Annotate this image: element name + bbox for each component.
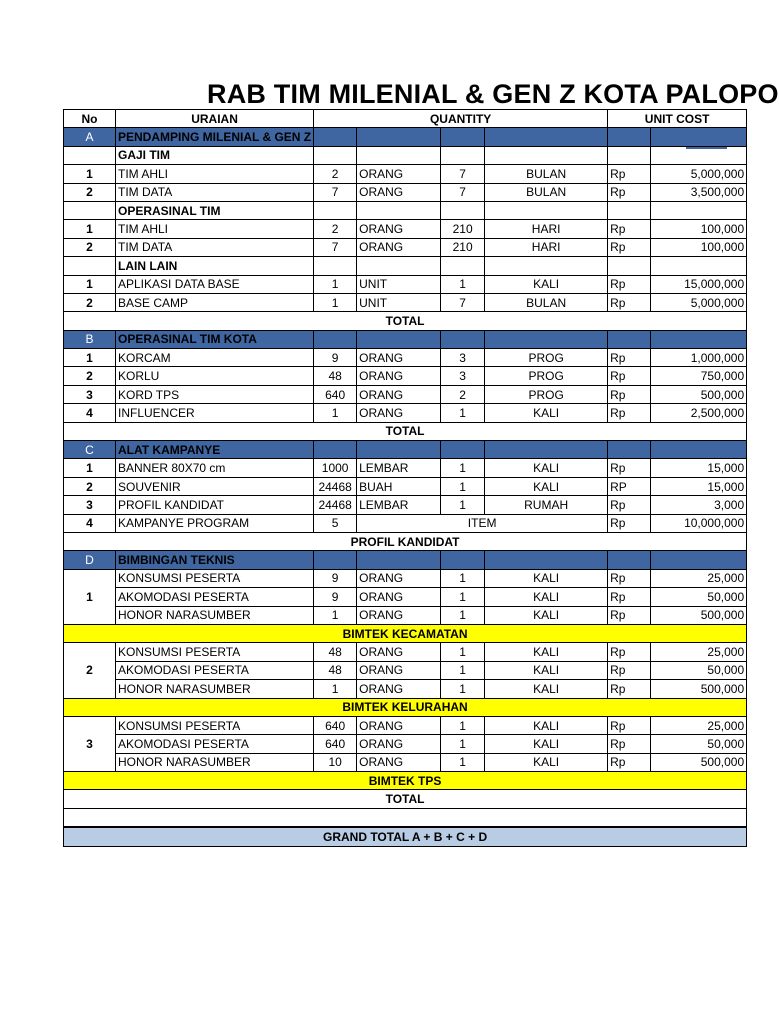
item-name: KAMPANYE PROGRAM <box>116 514 314 532</box>
item-name: AKOMODASI PESERTA <box>116 735 314 753</box>
quantity-2: 1 <box>441 735 485 753</box>
empty-cell <box>485 201 608 219</box>
section-band-cell <box>357 441 441 459</box>
unit-cost: 500,000 <box>651 680 747 698</box>
unit-2: KALI <box>485 753 608 771</box>
section-code: A <box>64 128 116 146</box>
item-name: BANNER 80X70 cm <box>116 459 314 477</box>
row-number: 2 <box>64 477 116 495</box>
empty-cell <box>485 257 608 275</box>
total-row <box>64 624 747 642</box>
quantity-2: 1 <box>441 753 485 771</box>
item-name: APLIKASI DATA BASE <box>116 275 314 293</box>
quantity-2: 1 <box>441 606 485 624</box>
currency: Rp <box>608 680 651 698</box>
quantity-2: 1 <box>441 459 485 477</box>
empty-cell <box>64 257 116 275</box>
unit-cost: 100,000 <box>651 238 747 256</box>
section-band-cell <box>651 330 747 348</box>
total-label: TOTAL <box>64 312 747 330</box>
empty-cell <box>357 201 441 219</box>
unit-1: ORANG <box>357 735 441 753</box>
header-uraian: URAIAN <box>116 110 314 128</box>
item-name: HONOR NARASUMBER <box>116 753 314 771</box>
section-band-cell <box>314 128 357 146</box>
unit-cost: 3,000 <box>651 496 747 514</box>
empty-cell <box>651 257 747 275</box>
section-row-a <box>64 128 747 146</box>
quantity-1: 2 <box>314 165 357 183</box>
unit-2: KALI <box>485 735 608 753</box>
quantity-1: 1 <box>314 275 357 293</box>
group-label: GAJI TIM <box>116 146 314 164</box>
unit-2: BULAN <box>485 293 608 311</box>
item-name: PROFIL KANDIDAT <box>116 496 314 514</box>
unit-2: HARI <box>485 238 608 256</box>
quantity-2: 1 <box>441 661 485 679</box>
item-name: BASE CAMP <box>116 293 314 311</box>
row-number: 1 <box>64 165 116 183</box>
empty-cell <box>64 146 116 164</box>
unit-2: KALI <box>485 588 608 606</box>
quantity-2: 1 <box>441 716 485 734</box>
unit-cost: 15,000 <box>651 459 747 477</box>
unit-2: PROG <box>485 349 608 367</box>
unit-2: KALI <box>485 569 608 587</box>
section-band-cell <box>651 441 747 459</box>
row-number: 3 <box>64 716 116 771</box>
budget-table-body <box>64 110 747 847</box>
quantity-2: 1 <box>441 680 485 698</box>
item-name: HONOR NARASUMBER <box>116 680 314 698</box>
section-band-cell <box>608 441 651 459</box>
total-label: GRAND TOTAL A + B + C + D <box>64 828 747 846</box>
unit-1: ORANG <box>357 588 441 606</box>
unit-1: ORANG <box>357 606 441 624</box>
quantity-1: 48 <box>314 661 357 679</box>
section-band-cell <box>485 551 608 569</box>
unit-cost: 25,000 <box>651 716 747 734</box>
total-row <box>64 532 747 550</box>
total-row <box>64 312 747 330</box>
row-number: 2 <box>64 643 116 698</box>
section-name: BIMBINGAN TEKNIS <box>116 551 314 569</box>
unit-cost: 2,500,000 <box>651 404 747 422</box>
unit-2: KALI <box>485 680 608 698</box>
section-band-cell <box>314 330 357 348</box>
quantity-2: 7 <box>441 165 485 183</box>
table-row <box>64 238 747 256</box>
unit-2: KALI <box>485 716 608 734</box>
currency: Rp <box>608 459 651 477</box>
item-name: KORCAM <box>116 349 314 367</box>
total-label: BIMTEK TPS <box>64 772 747 790</box>
row-number: 1 <box>64 349 116 367</box>
currency: Rp <box>608 293 651 311</box>
table-row <box>64 349 747 367</box>
item-name: AKOMODASI PESERTA <box>116 588 314 606</box>
quantity-1: 48 <box>314 367 357 385</box>
table-row <box>64 459 747 477</box>
section-name: PENDAMPING MILENIAL & GEN Z <box>116 128 314 146</box>
item-name: AKOMODASI PESERTA <box>116 661 314 679</box>
empty-cell <box>357 146 441 164</box>
row-number: 2 <box>64 293 116 311</box>
table-row <box>64 165 747 183</box>
currency: Rp <box>608 716 651 734</box>
group-label-row <box>64 146 747 164</box>
row-number: 1 <box>64 459 116 477</box>
group-label: LAIN LAIN <box>116 257 314 275</box>
unit-cost: 5,000,000 <box>651 165 747 183</box>
unit-2: BULAN <box>485 183 608 201</box>
unit-2: PROG <box>485 367 608 385</box>
unit-1: ORANG <box>357 220 441 238</box>
table-row <box>64 643 747 661</box>
total-label: BIMTEK KECAMATAN <box>64 624 747 642</box>
group-label-row <box>64 201 747 219</box>
section-band-cell <box>314 551 357 569</box>
currency: Rp <box>608 606 651 624</box>
total-label: BIMTEK KELURAHAN <box>64 698 747 716</box>
section-band-cell <box>357 128 441 146</box>
section-band-cell <box>608 330 651 348</box>
unit-2: KALI <box>485 404 608 422</box>
section-name: OPERASINAL TIM KOTA <box>116 330 314 348</box>
currency: Rp <box>608 496 651 514</box>
unit-1: ORANG <box>357 661 441 679</box>
table-row <box>64 496 747 514</box>
row-number: 3 <box>64 385 116 403</box>
empty-cell <box>651 201 747 219</box>
item-name: SOUVENIR <box>116 477 314 495</box>
unit-merged: ITEM <box>357 514 608 532</box>
unit-cost: 500,000 <box>651 606 747 624</box>
section-band-cell <box>441 441 485 459</box>
empty-cell <box>357 257 441 275</box>
section-code: C <box>64 441 116 459</box>
section-band-cell <box>485 441 608 459</box>
empty-cell <box>64 808 747 826</box>
unit-1: ORANG <box>357 753 441 771</box>
section-band-cell <box>651 128 747 146</box>
header-no: No <box>64 110 116 128</box>
unit-cost: 50,000 <box>651 661 747 679</box>
currency: Rp <box>608 275 651 293</box>
currency: Rp <box>608 735 651 753</box>
empty-cell <box>651 146 747 164</box>
row-number: 1 <box>64 275 116 293</box>
row-number: 2 <box>64 183 116 201</box>
unit-2: KALI <box>485 661 608 679</box>
total-row <box>64 422 747 440</box>
unit-cost: 15,000,000 <box>651 275 747 293</box>
quantity-1: 24468 <box>314 496 357 514</box>
row-number: 4 <box>64 404 116 422</box>
quantity-2: 210 <box>441 238 485 256</box>
quantity-2: 3 <box>441 349 485 367</box>
unit-1: ORANG <box>357 569 441 587</box>
unit-2: KALI <box>485 477 608 495</box>
empty-cell <box>441 201 485 219</box>
empty-cell <box>441 146 485 164</box>
unit-1: ORANG <box>357 404 441 422</box>
quantity-1: 1 <box>314 293 357 311</box>
section-band-cell <box>608 551 651 569</box>
currency: Rp <box>608 404 651 422</box>
unit-2: KALI <box>485 459 608 477</box>
quantity-1: 48 <box>314 643 357 661</box>
table-row <box>64 735 747 753</box>
quantity-2: 210 <box>441 220 485 238</box>
row-number: 2 <box>64 367 116 385</box>
table-row <box>64 753 747 771</box>
quantity-2: 1 <box>441 569 485 587</box>
empty-cell <box>485 146 608 164</box>
quantity-2: 2 <box>441 385 485 403</box>
section-row-d <box>64 551 747 569</box>
currency: Rp <box>608 238 651 256</box>
item-name: KORLU <box>116 367 314 385</box>
unit-1: UNIT <box>357 293 441 311</box>
total-row <box>64 790 747 808</box>
quantity-1: 5 <box>314 514 357 532</box>
item-name: KORD TPS <box>116 385 314 403</box>
table-row <box>64 680 747 698</box>
item-name: TIM DATA <box>116 183 314 201</box>
unit-cost: 100,000 <box>651 220 747 238</box>
quantity-2: 7 <box>441 183 485 201</box>
row-number: 1 <box>64 220 116 238</box>
quantity-2: 3 <box>441 367 485 385</box>
row-number: 2 <box>64 238 116 256</box>
unit-cost: 50,000 <box>651 735 747 753</box>
table-row <box>64 514 747 532</box>
row-number: 1 <box>64 569 116 624</box>
currency: Rp <box>608 643 651 661</box>
table-row <box>64 183 747 201</box>
unit-cost: 500,000 <box>651 385 747 403</box>
currency: RP <box>608 477 651 495</box>
total-label: PROFIL KANDIDAT <box>64 532 747 550</box>
currency: Rp <box>608 588 651 606</box>
currency: Rp <box>608 569 651 587</box>
quantity-1: 7 <box>314 183 357 201</box>
quantity-1: 1000 <box>314 459 357 477</box>
table-row <box>64 606 747 624</box>
table-row <box>64 477 747 495</box>
unit-cost: 25,000 <box>651 643 747 661</box>
unit-1: ORANG <box>357 385 441 403</box>
unit-1: LEMBAR <box>357 459 441 477</box>
budget-table <box>63 109 747 847</box>
quantity-1: 24468 <box>314 477 357 495</box>
item-name: TIM DATA <box>116 238 314 256</box>
empty-cell <box>608 257 651 275</box>
section-band-cell <box>485 330 608 348</box>
quantity-1: 1 <box>314 404 357 422</box>
page-title: RAB TIM MILENIAL & GEN Z KOTA PALOPO <box>207 79 779 109</box>
group-label-row <box>64 257 747 275</box>
unit-1: ORANG <box>357 680 441 698</box>
section-code: D <box>64 551 116 569</box>
group-label: OPERASINAL TIM <box>116 201 314 219</box>
currency: Rp <box>608 183 651 201</box>
section-band-cell <box>485 128 608 146</box>
empty-cell <box>314 146 357 164</box>
quantity-1: 640 <box>314 735 357 753</box>
unit-cost: 10,000,000 <box>651 514 747 532</box>
unit-2: KALI <box>485 606 608 624</box>
unit-1: BUAH <box>357 477 441 495</box>
item-name: TIM AHLI <box>116 220 314 238</box>
unit-cost: 3,500,000 <box>651 183 747 201</box>
item-name: KONSUMSI PESERTA <box>116 716 314 734</box>
quantity-2: 1 <box>441 477 485 495</box>
empty-cell <box>608 201 651 219</box>
table-row <box>64 716 747 734</box>
table-row <box>64 569 747 587</box>
unit-cost: 15,000 <box>651 477 747 495</box>
currency: Rp <box>608 661 651 679</box>
header-quantity: QUANTITY <box>314 110 608 128</box>
section-name: ALAT KAMPANYE <box>116 441 314 459</box>
section-row-b <box>64 330 747 348</box>
quantity-1: 9 <box>314 588 357 606</box>
unit-cost: 25,000 <box>651 569 747 587</box>
blank-row <box>64 808 747 826</box>
unit-1: ORANG <box>357 349 441 367</box>
total-row <box>64 772 747 790</box>
table-row <box>64 367 747 385</box>
quantity-1: 10 <box>314 753 357 771</box>
quantity-2: 1 <box>441 404 485 422</box>
quantity-2: 7 <box>441 293 485 311</box>
unit-2: KALI <box>485 275 608 293</box>
total-row <box>64 698 747 716</box>
unit-1: ORANG <box>357 716 441 734</box>
unit-1: ORANG <box>357 643 441 661</box>
empty-cell <box>314 201 357 219</box>
unit-1: ORANG <box>357 183 441 201</box>
quantity-1: 1 <box>314 606 357 624</box>
quantity-2: 1 <box>441 643 485 661</box>
table-row <box>64 275 747 293</box>
unit-2: HARI <box>485 220 608 238</box>
table-row <box>64 404 747 422</box>
table-row <box>64 220 747 238</box>
section-band-cell <box>357 551 441 569</box>
unit-cost: 750,000 <box>651 367 747 385</box>
unit-2: KALI <box>485 643 608 661</box>
section-band-cell <box>651 551 747 569</box>
empty-cell <box>608 146 651 164</box>
row-number: 3 <box>64 496 116 514</box>
section-band-cell <box>608 128 651 146</box>
unit-1: UNIT <box>357 275 441 293</box>
section-band-cell <box>357 330 441 348</box>
unit-cost: 50,000 <box>651 588 747 606</box>
unit-1: LEMBAR <box>357 496 441 514</box>
unit-2: RUMAH <box>485 496 608 514</box>
table-row <box>64 385 747 403</box>
empty-cell <box>64 201 116 219</box>
section-code: B <box>64 330 116 348</box>
total-label: TOTAL <box>64 422 747 440</box>
currency: Rp <box>608 514 651 532</box>
total-label: TOTAL <box>64 790 747 808</box>
quantity-1: 9 <box>314 349 357 367</box>
unit-2: PROG <box>485 385 608 403</box>
quantity-2: 1 <box>441 496 485 514</box>
currency: Rp <box>608 367 651 385</box>
table-row <box>64 588 747 606</box>
unit-2: BULAN <box>485 165 608 183</box>
total-row <box>64 828 747 846</box>
section-band-cell <box>441 128 485 146</box>
unit-1: ORANG <box>357 238 441 256</box>
currency: Rp <box>608 165 651 183</box>
quantity-1: 7 <box>314 238 357 256</box>
currency: Rp <box>608 349 651 367</box>
unit-1: ORANG <box>357 165 441 183</box>
quantity-1: 9 <box>314 569 357 587</box>
quantity-1: 640 <box>314 716 357 734</box>
item-name: KONSUMSI PESERTA <box>116 569 314 587</box>
quantity-2: 1 <box>441 275 485 293</box>
item-name: KONSUMSI PESERTA <box>116 643 314 661</box>
table-row <box>64 661 747 679</box>
unit-cost: 5,000,000 <box>651 293 747 311</box>
empty-cell <box>314 257 357 275</box>
quantity-1: 2 <box>314 220 357 238</box>
unit-cost: 1,000,000 <box>651 349 747 367</box>
row-number: 4 <box>64 514 116 532</box>
section-band-cell <box>441 551 485 569</box>
quantity-1: 640 <box>314 385 357 403</box>
currency: Rp <box>608 753 651 771</box>
quantity-1: 1 <box>314 680 357 698</box>
unit-1: ORANG <box>357 367 441 385</box>
header-unit-cost: UNIT COST <box>608 110 747 128</box>
empty-cell <box>441 257 485 275</box>
currency: Rp <box>608 220 651 238</box>
currency: Rp <box>608 385 651 403</box>
unit-cost: 500,000 <box>651 753 747 771</box>
section-band-cell <box>314 441 357 459</box>
table-header-row <box>64 110 747 128</box>
item-name: INFLUENCER <box>116 404 314 422</box>
item-name: TIM AHLI <box>116 165 314 183</box>
section-band-cell <box>441 330 485 348</box>
quantity-2: 1 <box>441 588 485 606</box>
item-name: HONOR NARASUMBER <box>116 606 314 624</box>
section-row-c <box>64 441 747 459</box>
table-row <box>64 293 747 311</box>
